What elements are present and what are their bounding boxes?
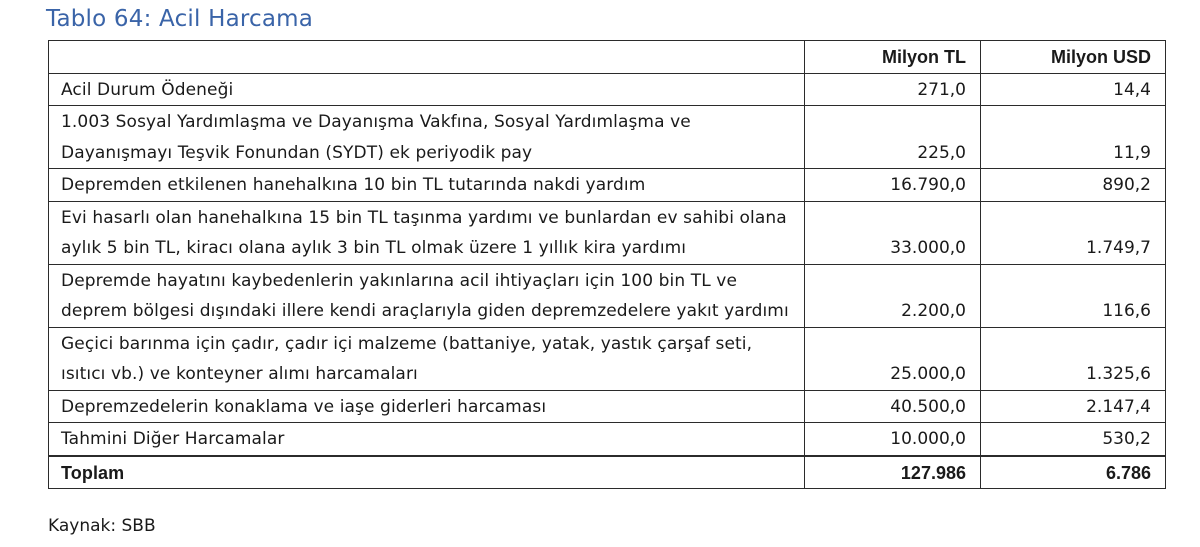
row-description: Depremden etkilenen hanehalkına 10 bin TL tutarında nakdi yardım — [49, 169, 805, 202]
row-value-usd: 890,2 — [981, 169, 1166, 202]
row-description: Depremzedelerin konaklama ve iaşe giderleri harcaması — [49, 390, 805, 423]
row-value-usd: 530,2 — [981, 423, 1166, 456]
table-row — [49, 106, 1166, 169]
expense-table — [48, 40, 1166, 489]
row-value-tl: 33.000,0 — [805, 201, 981, 264]
total-row — [49, 456, 1166, 489]
table-row — [49, 390, 1166, 423]
row-value-tl: 40.500,0 — [805, 390, 981, 423]
source-note: Kaynak: SBB — [48, 516, 156, 536]
row-value-usd: 116,6 — [981, 264, 1166, 327]
row-value-tl: 25.000,0 — [805, 327, 981, 390]
row-value-usd: 14,4 — [981, 73, 1166, 106]
table-row — [49, 73, 1166, 106]
row-value-usd: 1.325,6 — [981, 327, 1166, 390]
row-description: Depremde hayatını kaybedenlerin yakınlarına acil ihtiyaçları için 100 bin TL ve deprem bölgesi dışındaki illere kendi araçlarıyla giden depremzedelere yakıt yardımı — [49, 264, 805, 327]
row-value-tl: 225,0 — [805, 106, 981, 169]
table-row — [49, 169, 1166, 202]
table-row — [49, 264, 1166, 327]
row-description: Tahmini Diğer Harcamalar — [49, 423, 805, 456]
row-value-tl: 271,0 — [805, 73, 981, 106]
header-million-usd: Milyon USD — [981, 41, 1166, 74]
table-header-row — [49, 41, 1166, 74]
total-value-usd: 6.786 — [981, 456, 1166, 489]
row-description: Geçici barınma için çadır, çadır içi malzeme (battaniye, yatak, yastık çarşaf seti, ısıtıcı vb.) ve konteyner alımı harcamaları — [49, 327, 805, 390]
table-row — [49, 423, 1166, 456]
header-million-tl: Milyon TL — [805, 41, 981, 74]
row-value-tl: 16.790,0 — [805, 169, 981, 202]
row-description: 1.003 Sosyal Yardımlaşma ve Dayanışma Vakfına, Sosyal Yardımlaşma ve Dayanışmayı Teşvik Fonundan (SYDT) ek periyodik pay — [49, 106, 805, 169]
row-value-usd: 1.749,7 — [981, 201, 1166, 264]
table-row — [49, 327, 1166, 390]
row-value-tl: 10.000,0 — [805, 423, 981, 456]
row-description: Evi hasarlı olan hanehalkına 15 bin TL taşınma yardımı ve bunlardan ev sahibi olana aylık 5 bin TL, kiracı olana aylık 3 bin TL olmak üzere 1 yıllık kira yardımı — [49, 201, 805, 264]
row-value-usd: 11,9 — [981, 106, 1166, 169]
table-title: Tablo 64: Acil Harcama — [46, 6, 314, 32]
row-description: Acil Durum Ödeneği — [49, 73, 805, 106]
header-description — [49, 41, 805, 74]
total-label: Toplam — [49, 456, 805, 489]
row-value-tl: 2.200,0 — [805, 264, 981, 327]
row-value-usd: 2.147,4 — [981, 390, 1166, 423]
total-value-tl: 127.986 — [805, 456, 981, 489]
table-row — [49, 201, 1166, 264]
